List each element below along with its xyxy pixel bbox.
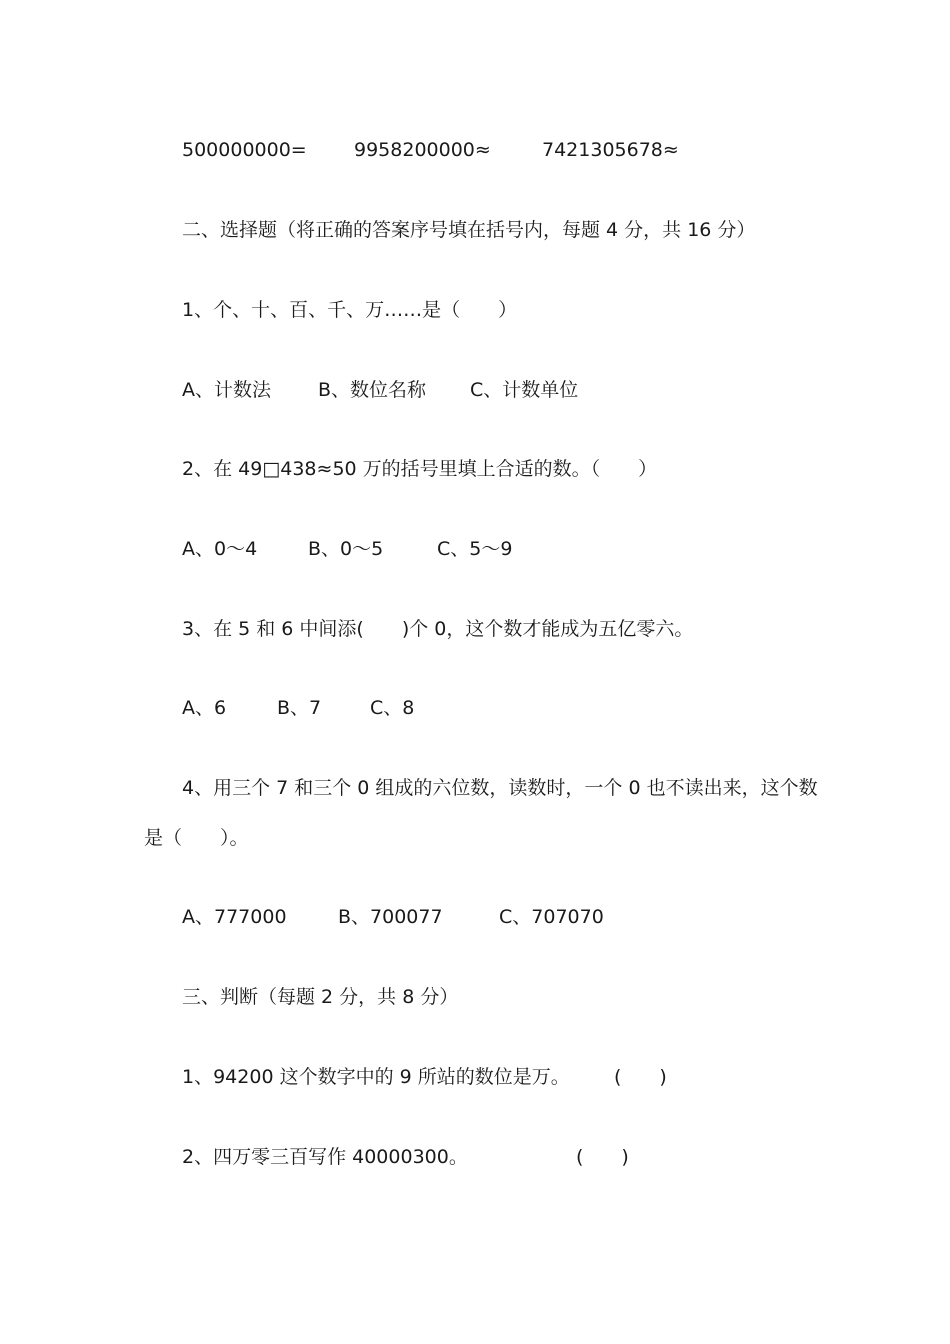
section-2-heading: 二、选择题（将正确的答案序号填在括号内，每题 4 分，共 16 分） <box>182 219 756 241</box>
section-3-heading: 三、判断（每题 2 分，共 8 分） <box>182 986 459 1008</box>
approx-row <box>182 138 782 162</box>
options-2-2 <box>182 537 782 561</box>
judgment-3-1 <box>182 1065 742 1089</box>
question-2-4-line-1: 4、用三个 7 和三个 0 组成的六位数，读数时，一个 0 也不读出来，这个数 <box>182 777 818 799</box>
option-c: C、707070 <box>499 906 604 928</box>
option-b: B、700077 <box>338 906 443 928</box>
option-b: B、0～5 <box>308 538 384 560</box>
option-c: C、计数单位 <box>470 379 579 401</box>
option-b: B、7 <box>277 697 322 719</box>
question-2-4-line-2: 是（ ）。 <box>144 827 249 849</box>
approx-item-3: 7421305678≈ <box>542 139 679 161</box>
option-b: B、数位名称 <box>318 379 427 401</box>
option-a: A、777000 <box>182 906 287 928</box>
question-2-3: 3、在 5 和 6 中间添( )个 0，这个数才能成为五亿零六。 <box>182 618 694 640</box>
approx-item-2: 9958200000≈ <box>354 139 491 161</box>
answer-bracket: ( ) <box>614 1066 667 1088</box>
option-c: C、5～9 <box>437 538 513 560</box>
judgment-text: 1、94200 这个数字中的 9 所站的数位是万。 <box>182 1066 570 1088</box>
option-a: A、计数法 <box>182 379 271 401</box>
approx-item-1: 500000000= <box>182 139 307 161</box>
judgment-3-2 <box>182 1145 742 1169</box>
option-c: C、8 <box>370 697 415 719</box>
option-a: A、0～4 <box>182 538 258 560</box>
judgment-text: 2、四万零三百写作 40000300。 <box>182 1146 468 1168</box>
option-a: A、6 <box>182 697 227 719</box>
options-2-1 <box>182 378 782 402</box>
options-2-3 <box>182 696 782 720</box>
question-2-1: 1、个、十、百、千、万……是（ ） <box>182 299 518 321</box>
question-2-2: 2、在 49□438≈50 万的括号里填上合适的数。（ ） <box>182 458 658 480</box>
answer-bracket: ( ) <box>576 1146 629 1168</box>
options-2-4 <box>182 905 782 929</box>
